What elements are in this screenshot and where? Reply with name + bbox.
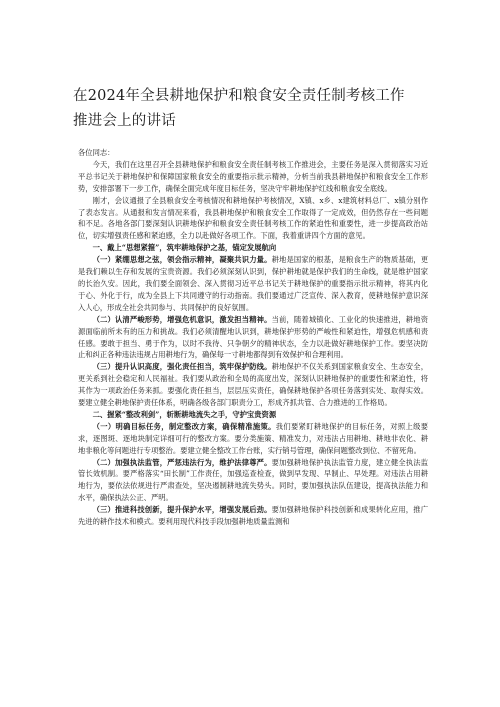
paragraph-intro: 今天，我们在这里召开全县耕地保护和粮食安全责任制考核工作推进会，主要任务是深入贯彻落实习近平总书记关于耕地保护和保障国家粮食安全的重要指示批示精神，分析当前我县耕地保护和粮食安全工作形势，安排部署下一步工作，确保全面完成年度目标任务，坚决守牢耕地保护红线和粮食安全底线。 <box>78 159 428 193</box>
subsection-text: 当前，随着城镇化、工业化的快速推进，耕地资源面临前所未有的压力和挑战。我们必须清醒地认识到，耕地保护形势的严峻性和紧迫性，增强危机感和责任感。要敢于担当、勇于作为，以时不我待、只争朝夕的精神状态，全力以赴做好耕地保护工作。要坚决防止和纠正各种违法违规占用耕地行为，确保每一寸耕地都得到有效保护和合理利用。 <box>78 314 428 360</box>
subsection-lead: （一）紧绷思想之弦，领会指示精神，凝聚共识力量。 <box>92 255 272 265</box>
section-heading-1: 一、戴上“思想紧箍”，筑牢耕地保护之基，锚定发展航向 <box>92 243 277 253</box>
document-title <box>73 84 433 134</box>
subsection-lead: （二）认清严峻形势，增强危机意识，激发担当精神。 <box>92 314 272 324</box>
salutation: 各位同志： <box>78 148 115 157</box>
subsection-text: 耕地保护不仅关系到国家粮食安全、生态安全，更关系到社会稳定和人民福祉。我们要从政治和全局的高度出发，深刻认识耕地保护的重要性和紧迫性，将其作为一项政治任务来抓。要强化责任担当，层层压实责任，确保耕地保护各项任务落到实处、取得实效。要建立健全耕地保护责任体系，明确各级各部门职责分工，形成齐抓共管、合力推进的工作格局。 <box>78 362 428 408</box>
subsection-paragraph <box>78 421 428 457</box>
subsection-lead: （一）明确目标任务，制定整改方案，确保精准施策。 <box>92 421 276 431</box>
subsection-paragraph <box>78 457 428 505</box>
document-body <box>78 147 428 528</box>
subsection-paragraph <box>78 254 428 314</box>
title-line-1: 在2024年全县耕地保护和粮食安全责任制考核工作 <box>73 87 405 104</box>
subsection-lead: （三）推进科技创新，提升保护水平，增强发展后劲。 <box>92 505 272 515</box>
subsection-text: 要加强耕地保护执法监管力度，建立健全执法监管长效机制。要严格落实“田长制”工作责任，加强巡查检查，做到早发现、早制止、早处理。对违法占用耕地行为，要依法依规进行严肃查处，坚决遏制耕地流失势头。同时，要加强执法队伍建设，提高执法能力和水平，确保执法公正、严明。 <box>78 457 428 503</box>
subsection-paragraph <box>78 314 428 362</box>
paragraph-summary: 刚才，会议通报了全县粮食安全考核情况和耕地保护考核情况，X镇、x乡、x建筑材料总厂、x镇分别作了表态发言。从通报和发言情况来看，我县耕地保护和粮食安全工作取得了一定成效，但仍然存在一些问题和不足。各地各部门要深刻认识耕地保护和粮食安全责任制考核工作的紧迫性和重要性，进一步提高政治站位，切实增强责任感和紧迫感，全力以赴做好各项工作。下面，我着重讲四个方面的意见。 <box>78 195 428 241</box>
title-line-2: 推进会上的讲话 <box>73 112 176 129</box>
subsection-text: 我们要紧盯耕地保护的目标任务，对照上级要求，逐图斑、逐地块制定详细可行的整改方案。要分类施策、精准发力，对违法占用耕地、耕地非农化、耕地非粮化等问题进行专项整治。要建立健全整改工作台账，实行销号管理，确保问题整改到位、不留死角。 <box>78 421 429 455</box>
subsection-lead: （三）提升认识高度，强化责任担当，筑牢保护防线。 <box>92 362 272 372</box>
subsection-text: 要加强耕地保护科技创新和成果转化应用，推广先进的耕作技术和模式。要利用现代科技手段加强耕地质量监测和 <box>78 505 428 527</box>
subsection-text: 耕地是国家的根基，是粮食生产的物质基础，更是我们赖以生存和发展的宝贵资源。我们必须深刻认识到，保护耕地就是保护我们的生命线，就是维护国家的长治久安。因此，我们要全面领会、深入贯彻习近平总书记关于耕地保护的重要指示批示精神，将其内化于心、外化于行，成为全县上下共同遵守的行动指南。我们要通过广泛宣传、深入教育，使耕地保护意识深入人心，形成全社会共同参与、共同保护的良好氛围。 <box>78 255 428 312</box>
subsection-paragraph <box>78 504 428 528</box>
section-heading-2: 二、握紧“整改利剑”，斩断耕地流失之手，守护宝贵资源 <box>92 409 277 419</box>
subsection-lead: （二）加强执法监管，严惩违法行为，维护法律尊严。 <box>92 457 272 467</box>
subsection-paragraph <box>78 361 428 409</box>
